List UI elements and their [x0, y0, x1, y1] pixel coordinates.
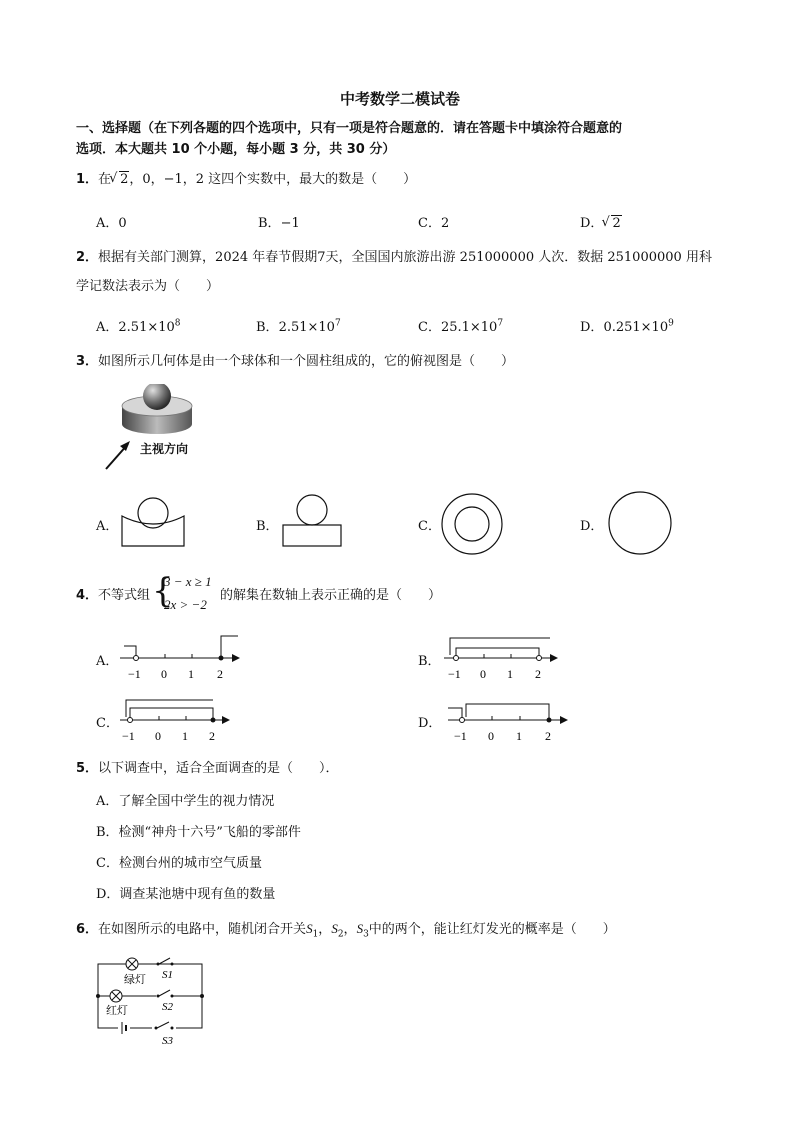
svg-text:1: 1 [182, 729, 188, 743]
inequality-1: 3 − x ≥ 1 [164, 574, 212, 589]
svg-text:2: 2 [209, 729, 215, 743]
option-b-figure[interactable] [280, 494, 344, 548]
option-b-number-line[interactable] [440, 632, 564, 684]
question-text: 的解集在数轴上表示正确的是（ ） [220, 588, 442, 603]
option-c[interactable]: C．$25.1\times 10^7$ [418, 318, 504, 335]
option-d[interactable]: D．$0.251\times 10^9$ [580, 318, 674, 335]
question-text: 在 [98, 172, 112, 187]
svg-text:1: 1 [507, 667, 513, 681]
green-light-label: 绿灯 [124, 973, 146, 986]
svg-text:0: 0 [480, 667, 486, 681]
svg-text:2: 2 [545, 729, 551, 743]
option-c[interactable]: C．检测台州的城市空气质量 [96, 856, 262, 871]
page-title: 中考数学二模试卷 [340, 90, 461, 108]
option-a[interactable]: A．了解全国中学生的视力情况 [96, 794, 275, 809]
option-c[interactable]: C． [418, 519, 441, 534]
question-2 [76, 248, 712, 268]
question-6: 6．在如图所示的电路中，随机闭合开关$S_1$，$S_2$，$S_3$中的两个，能让红灯发光的概率是（ ） [76, 921, 616, 940]
question-2-line2: 学记数法表示为（ ） [76, 279, 220, 294]
option-d[interactable]: D． [418, 716, 442, 731]
question-3 [76, 352, 514, 372]
option-c[interactable]: C．2 [418, 216, 450, 231]
view-direction-label: 主视方向 [140, 442, 189, 456]
question-number: 4． [76, 588, 99, 603]
svg-text:1: 1 [516, 729, 522, 743]
question-number: 2． [76, 250, 99, 265]
sqrt-expression: √ 2 [111, 170, 129, 190]
inequality-2: 2x > −2 [164, 597, 207, 612]
option-c-figure[interactable] [440, 492, 504, 556]
svg-text:−1: −1 [448, 667, 461, 681]
tick-label: 2 [217, 667, 223, 681]
switch-label: S3 [162, 1035, 173, 1047]
tick-label: 1 [188, 667, 194, 681]
option-a[interactable]: A． [96, 654, 119, 669]
svg-text:0: 0 [155, 729, 161, 743]
question-text: 根据有关部门测算，2024 年春节假期7天，全国国内旅游出游 251000000 人次．数据 251000000 用科 [98, 250, 712, 265]
question-number: 6． [76, 922, 99, 937]
option-a[interactable]: A．$2.51\times 10^8$ [96, 318, 181, 335]
arrow-head [120, 441, 130, 451]
svg-text:−1: −1 [122, 729, 135, 743]
section-heading-line2: 选项．本大题共 10 个小题，每小题 3 分，共 30 分） [76, 142, 396, 157]
circuit-diagram [92, 956, 212, 1048]
option-d[interactable]: D． [580, 519, 604, 534]
switch-label: S2 [162, 1001, 173, 1013]
svg-text:2: 2 [535, 667, 541, 681]
question-4 [76, 586, 150, 606]
question-text: 中的两个，能让红灯发光的概率是（ ） [368, 922, 616, 937]
option-b[interactable]: B．$2.51\times 10^7$ [256, 318, 341, 335]
question-text: 在如图所示的电路中，随机闭合开关 [98, 922, 307, 937]
svg-text:0: 0 [488, 729, 494, 743]
question-number: 3． [76, 354, 99, 369]
option-b[interactable]: B． [418, 654, 441, 669]
geometry-figure [100, 384, 210, 474]
question-5 [76, 759, 339, 779]
question-text: 不等式组 [98, 588, 151, 603]
question-text: 以下调查中，适合全面调查的是（ ）． [98, 761, 339, 776]
tick-label: 0 [161, 667, 167, 681]
switch-label: S1 [162, 969, 173, 981]
option-b[interactable]: B．−1 [258, 216, 300, 231]
option-c-number-line[interactable] [116, 694, 240, 746]
option-a-figure[interactable] [120, 496, 186, 548]
option-c[interactable]: C． [96, 716, 119, 731]
option-d-number-line[interactable] [444, 694, 574, 746]
tick-label: −1 [128, 667, 141, 681]
option-d[interactable]: D．调查某池塘中现有鱼的数量 [96, 887, 276, 902]
question-1 [76, 170, 416, 190]
question-number: 5． [76, 761, 99, 776]
option-d[interactable]: D．√ 2 [580, 212, 622, 231]
question-text: 如图所示几何体是由一个球体和一个圆柱组成的，它的俯视图是（ ） [98, 354, 515, 369]
question-text: ，0，−1，2 这四个实数中，最大的数是（ ） [129, 172, 417, 187]
option-b[interactable]: B． [256, 519, 279, 534]
question-number: 1． [76, 172, 99, 187]
option-d-figure[interactable] [606, 490, 674, 556]
red-light-label: 红灯 [106, 1004, 128, 1017]
option-a[interactable]: A．0 [96, 216, 127, 231]
section-heading-line1: 一、选择题（在下列各题的四个选项中，只有一项是符合题意的．请在答题卡中填涂符合题意的 [76, 121, 623, 136]
option-a[interactable]: A． [96, 519, 119, 534]
brace-symbol: { [152, 571, 174, 611]
option-b[interactable]: B．检测“神舟十六号”飞船的零部件 [96, 825, 301, 840]
svg-text:−1: −1 [454, 729, 467, 743]
option-a-number-line[interactable] [116, 632, 246, 684]
